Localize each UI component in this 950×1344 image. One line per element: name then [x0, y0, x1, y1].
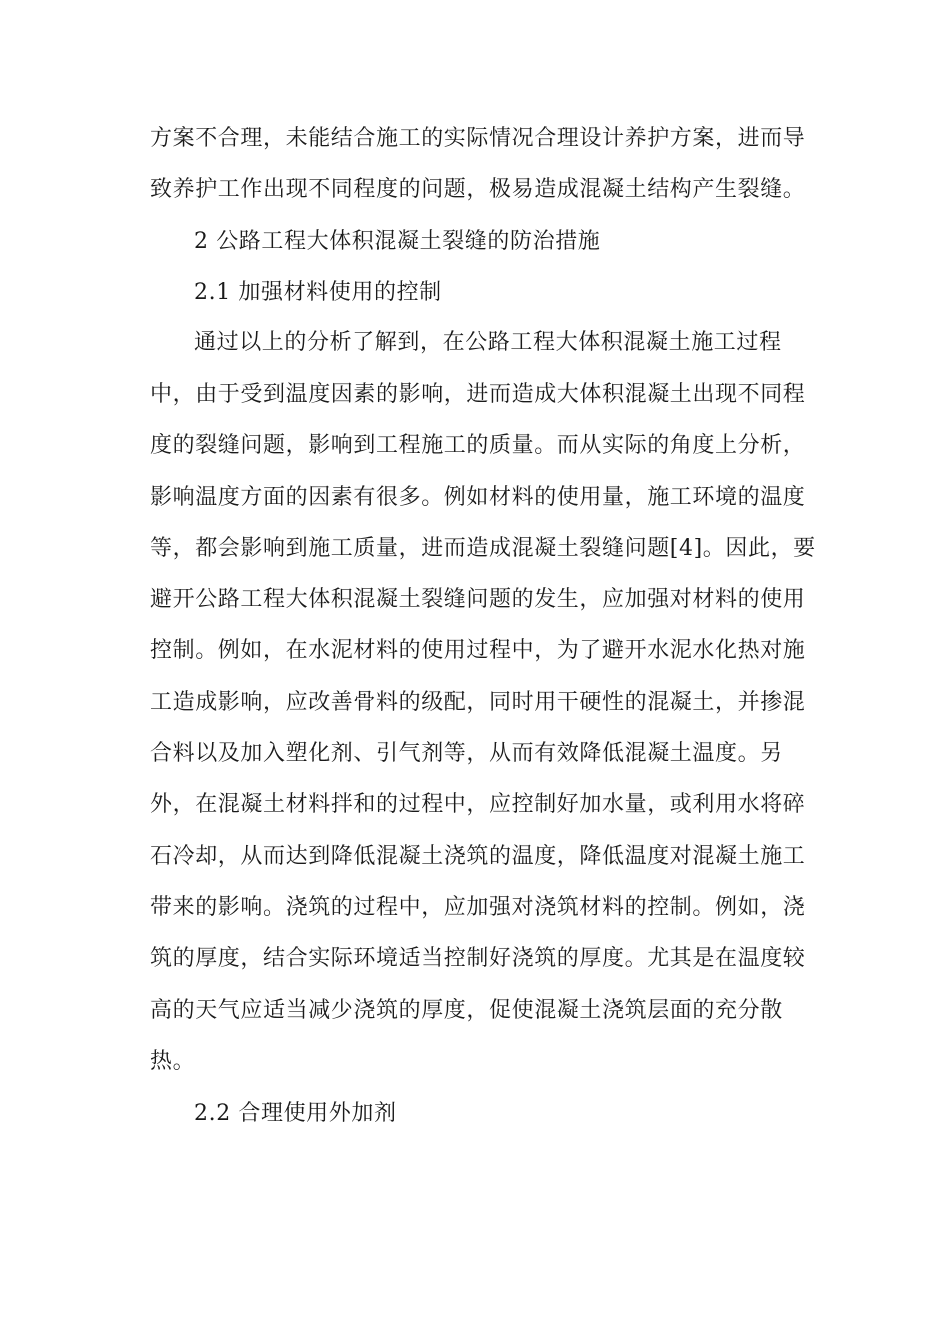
body-text-line: 高的天气应适当减少浇筑的厚度，促使混凝土浇筑层面的充分散 — [150, 998, 783, 1023]
body-text-line: 合料以及加入塑化剂、引气剂等，从而有效降低混凝土温度。另 — [150, 741, 783, 766]
body-text-line: 度的裂缝问题，影响到工程施工的质量。而从实际的角度上分析， — [150, 433, 806, 458]
body-text-line: 等，都会影响到施工质量，进而造成混凝土裂缝问题[4]。因此，要 — [150, 536, 816, 561]
body-text-line: 热。 — [150, 1049, 196, 1074]
body-text-line: 石冷却，从而达到降低混凝土浇筑的温度，降低温度对混凝土施工 — [150, 844, 806, 869]
section-heading: 2 公路工程大体积混凝土裂缝的防治措施 — [194, 229, 601, 254]
subsection-heading: 2.1 加强材料使用的控制 — [194, 280, 442, 305]
body-text-line: 致养护工作出现不同程度的问题，极易造成混凝土结构产生裂缝。 — [150, 177, 806, 202]
body-text-line: 外，在混凝土材料拌和的过程中，应控制好加水量，或利用水将碎 — [150, 792, 806, 817]
body-text-line: 中，由于受到温度因素的影响，进而造成大体积混凝土出现不同程 — [150, 382, 806, 407]
body-text-line: 影响温度方面的因素有很多。例如材料的使用量，施工环境的温度 — [150, 485, 806, 510]
body-text-line: 控制。例如，在水泥材料的使用过程中，为了避开水泥水化热对施 — [150, 638, 806, 663]
subsection-heading: 2.2 合理使用外加剂 — [194, 1101, 397, 1126]
body-text-line: 通过以上的分析了解到，在公路工程大体积混凝土施工过程 — [194, 330, 782, 355]
body-text-line: 带来的影响。浇筑的过程中，应加强对浇筑材料的控制。例如，浇 — [150, 895, 806, 920]
body-text-line: 避开公路工程大体积混凝土裂缝问题的发生，应加强对材料的使用 — [150, 587, 806, 612]
body-text-line: 方案不合理，未能结合施工的实际情况合理设计养护方案，进而导 — [150, 126, 806, 151]
body-text-line: 筑的厚度，结合实际环境适当控制好浇筑的厚度。尤其是在温度较 — [150, 946, 806, 971]
body-text-line: 工造成影响，应改善骨料的级配，同时用干硬性的混凝土，并掺混 — [150, 690, 806, 715]
